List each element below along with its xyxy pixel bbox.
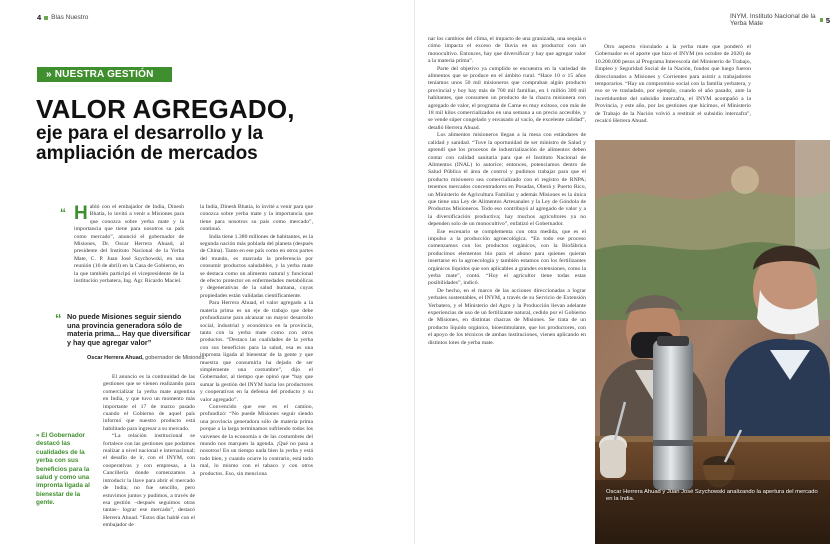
paragraph: Los alimentos misioneros llegan a la mesa con estándares de calidad y sanidad. “Tuve la oportunidad de ser ministro de Salud y aprendí que los procesos de industrialización de alimentos deben contar con calidad sanitaria para que el Instituto Nacional de Alimentos (INAL) lo autorice; entonces, potenciamos dentro de Salud Pública el área de control y pudimos trabajar para que el producto misionero sea comercializado con el registro de RNPA; tenemos mercados concentradores en Posadas, Oberá y Puerto Rico, un Ministerio de Agricultura Familiar y además Misiones es la única que tiene una Ley de Alimentos Artesanales y la Ley de Góndola de Productos Misioneros. Todo eso contribuyó al agregado de valor y a la diversificación productiva; hay muchos agricultores ya no dependen solo de un monocultivo”, enfatizó el Gobernador. (428, 132, 586, 228)
page-number-left: 4 (37, 13, 42, 22)
lead-paragraph-text: abló con el embajador de India, Dinesh Bhatia, lo invitó a venir a Misiones para que conozca sobre yerba mate y la importancia que tiene para nosotros su país como mercado”, anunció el gobernador de Misiones, Dr. Oscar Herrera Ahuad, al presidente del Instituto Nacional de la Yerba Mate, C. P. Juan José Szychowski, en una reunión (16 de abril) en la Casa de Gobierno, en la que también participó el vicepresidente de la institución yerbatera, Ing. Agr. Ricardo Maciel. (74, 204, 184, 285)
paragraph: la India, Dinesh Bhatia, lo invité a venir para que conozca sobre yerba mate y la importancia que tiene para nosotros su país como mercado”, continuó. (200, 204, 313, 233)
article-headline (36, 96, 366, 163)
lead-paragraph (74, 204, 184, 285)
paragraph: “La relación institucional se fortalece con las gestiones que podamos realizar a nivel nacional e internacional; el desafío de ir, con el INYM, con cooperativas y con empresas, a la Cancillería donde comenzamos a introducir la llave para abrir el mercado de India; no fue sencillo, pero estuvimos juntos y pudimos, a través de esa gestión –después seguimos otras tantas– lograr ese mercado”, destacó Herrera Ahuad. “Estos días hablé con el embajador de (103, 433, 195, 529)
folio-label-left: Blas Nuestro (51, 14, 89, 21)
pull-quote-role: gobernador de Misiones. (143, 355, 206, 361)
left-folio (37, 13, 88, 22)
paragraph: Convencido que ese es el camino, profundizó: “No puede Misiones seguir siendo una provincia generadora sólo de materia prima porque a la larga terminamos sufriendo todos los vaivenes de la economía o de las costumbres del mundo nos marquen la agenda. ¡Qué no pasa a nosotros! En un tiempo nada bien la yerba y está todo bien, y cuando ocurre lo contrario, está todo mal, lo mismo con el tabaco y con otros productos. Eso, sin menciona (200, 403, 313, 477)
paragraph: Parte del objetivo ya cumplido se encuentra en la variedad de alimentos que se produce en el ámbito rural. “Hace 10 o 15 años teníamos unos 50 mil misioneros que compraban algún producto provincial y hoy hay más de 700 mil familias, en 1 millón 300 mil habitantes, que consumen un producto de la chacra misionera con agregado de valor, el programa de Carne es muy exitoso, con más de 18 mil kilos comercializados en una semana a un precio accesible, y se vende súper congelado y envasado al vacío, de excelente calidad”, detalló Herrera Ahuad. (428, 65, 586, 131)
folio-square-icon (44, 16, 48, 20)
meeting-photo (595, 140, 830, 544)
photo-caption: Oscar Herrera Ahuad y Juan José Szychowski analizando la apertura del mercado en la India. (606, 489, 818, 502)
article-column-2 (200, 204, 313, 478)
paragraph: Otro aspecto vinculado a la yerba mate que ponderó el Gobernador es el aporte que hizo el INYM (en octubre de 2020) de 10.200.000 pesos al Programa Interescola del Ministerio de Trabajo, Empleo y Seguridad Social de la Nación, fondos que luego fueron direccionados a Misiones y Corrientes para asistir a trabajadores temporarios. “Hay un compromiso social con la familia yerbatera, y eso se ve trasladado, por ejemplo, cuando el año pasado, ante la incertidumbre del subsidio interzafra, el INYM acompañó a la Provincia, y este año, por las gestiones que hicimos, el Ministerio de Trabajo de la Nación volvió a restituir el subsidio interzafra”, recalcó Herrera Ahuad. (595, 44, 751, 125)
article-column-1b (103, 374, 195, 530)
article-column-1 (74, 204, 184, 285)
drop-cap: H (74, 203, 88, 224)
paragraph: De hecho, en el marco de las acciones direccionadas a lograr yerbales sustentables, el INYM, a través de su Servicio de Extensión Yerbatero, y el Ministerio del Agro y la Producción llevan adelante experiencias de uso de un fertilizante natural, cedido por el Gobierno de Misiones, en distintas chacras de Misiones. Se trata de un producto líquido orgánico, bioestimulante, que los productores, con el apoyo de los técnicos de ambas instituciones, vienen aplicando en distintos lotes de yerba mate. (428, 287, 586, 346)
right-folio (730, 13, 830, 27)
page-number-right: 5 (825, 15, 830, 25)
folio-label-right: INYM. Instituto Nacional de la Yerba Mate (730, 13, 816, 27)
section-tag: » NUESTRA GESTIÓN (37, 67, 172, 82)
headline-line-3: ampliación de mercados (36, 143, 258, 164)
opening-quote-mark-icon: “ (60, 206, 66, 220)
paragraph: Para Herrera Ahuad, el valor agregado a la materia prima es un eje de trabajo que debe profundizarse para alcanzar un mayor desarrollo social, industrial y económico en la provincia, tanto con la yerba mate como con otros productos. “Destaco las cualidades de la yerba con sus beneficios para la salud, esa es una impronta ligada al bienestar de la gente y que muestra que consumirla ha dejado de ser simplemente una costumbre”, dijo el Gobernador, al tiempo que opinó que “hay que sumar la gestión del INYM hacia los productores y cooperativas en la defensa del producto y su valor agregado”. (200, 300, 313, 403)
pull-quote (55, 311, 194, 347)
paragraph: nar los cambios del clima, el impacto de una granizada, una sequía o cómo impacta el exceso de lluvia en un productor con un monocultivo. Entonces, hay que diversificar y hay que agregar valor a la materia prima”. (428, 36, 586, 65)
article-column-4 (595, 44, 751, 125)
headline-line-1: VALOR AGREGADO, (36, 94, 295, 124)
paragraph: India tiene 1.380 millones de habitantes, es la segunda nación más poblada del planeta (después de China). Tanto en ese país como en otros partes del mundo, es marcada la preferencia por consumir productos saludables, y la yerba mate se destaca como un alimento natural y funcional de efecto protector en enfermedades metabólicas y degenerativas de la salud humana, cuyas propiedades están validadas científicamente. (200, 233, 313, 299)
sidebar-highlight: » El Gobernador destacó las cualidades de la yerba con sus beneficios para la salud y como una impronta ligada al bienestar de la gente. (36, 432, 90, 507)
pull-quote-text: No puede Misiones seguir siendo una provincia generadora sólo de materia prima... Hay que diversificar y hay que agregar valor” (67, 312, 191, 347)
paragraph: Ese escenario se complementa con otra medida, que es el impulso a la producción agroecológica. “En todo ese proceso comenzamos con los productos orgánicos, con la Biofábrica producimos elementos bio para el abono para quienes quieran insertarse en la agroecología y también estamos con los fertilizantes orgánicos líquidos que son aplicables a grandes extensiones, como la yerba mate”, contó. “Hoy el agricultor tiene todas estas posibilidades”, indicó. (428, 228, 586, 287)
paragraph: El anuncio es la continuidad de las gestiones que se vienen realizando para comercializar la yerba mate argentina en India, y que tuvo un momento más importante el 17 de marzo pasado cuando el Gobierno de aquel país informó que nuestro producto está habilitado para ingresar a su mercado. (103, 374, 195, 432)
pull-quote-mark-icon: “ (55, 311, 62, 326)
folio-square-icon (820, 18, 823, 22)
article-column-3 (428, 36, 586, 347)
meeting-photo-illustration (595, 140, 830, 544)
headline-line-2: eje para el desarrollo y la (36, 123, 264, 144)
pull-quote-author: Oscar Herrera Ahuad, (87, 355, 144, 361)
